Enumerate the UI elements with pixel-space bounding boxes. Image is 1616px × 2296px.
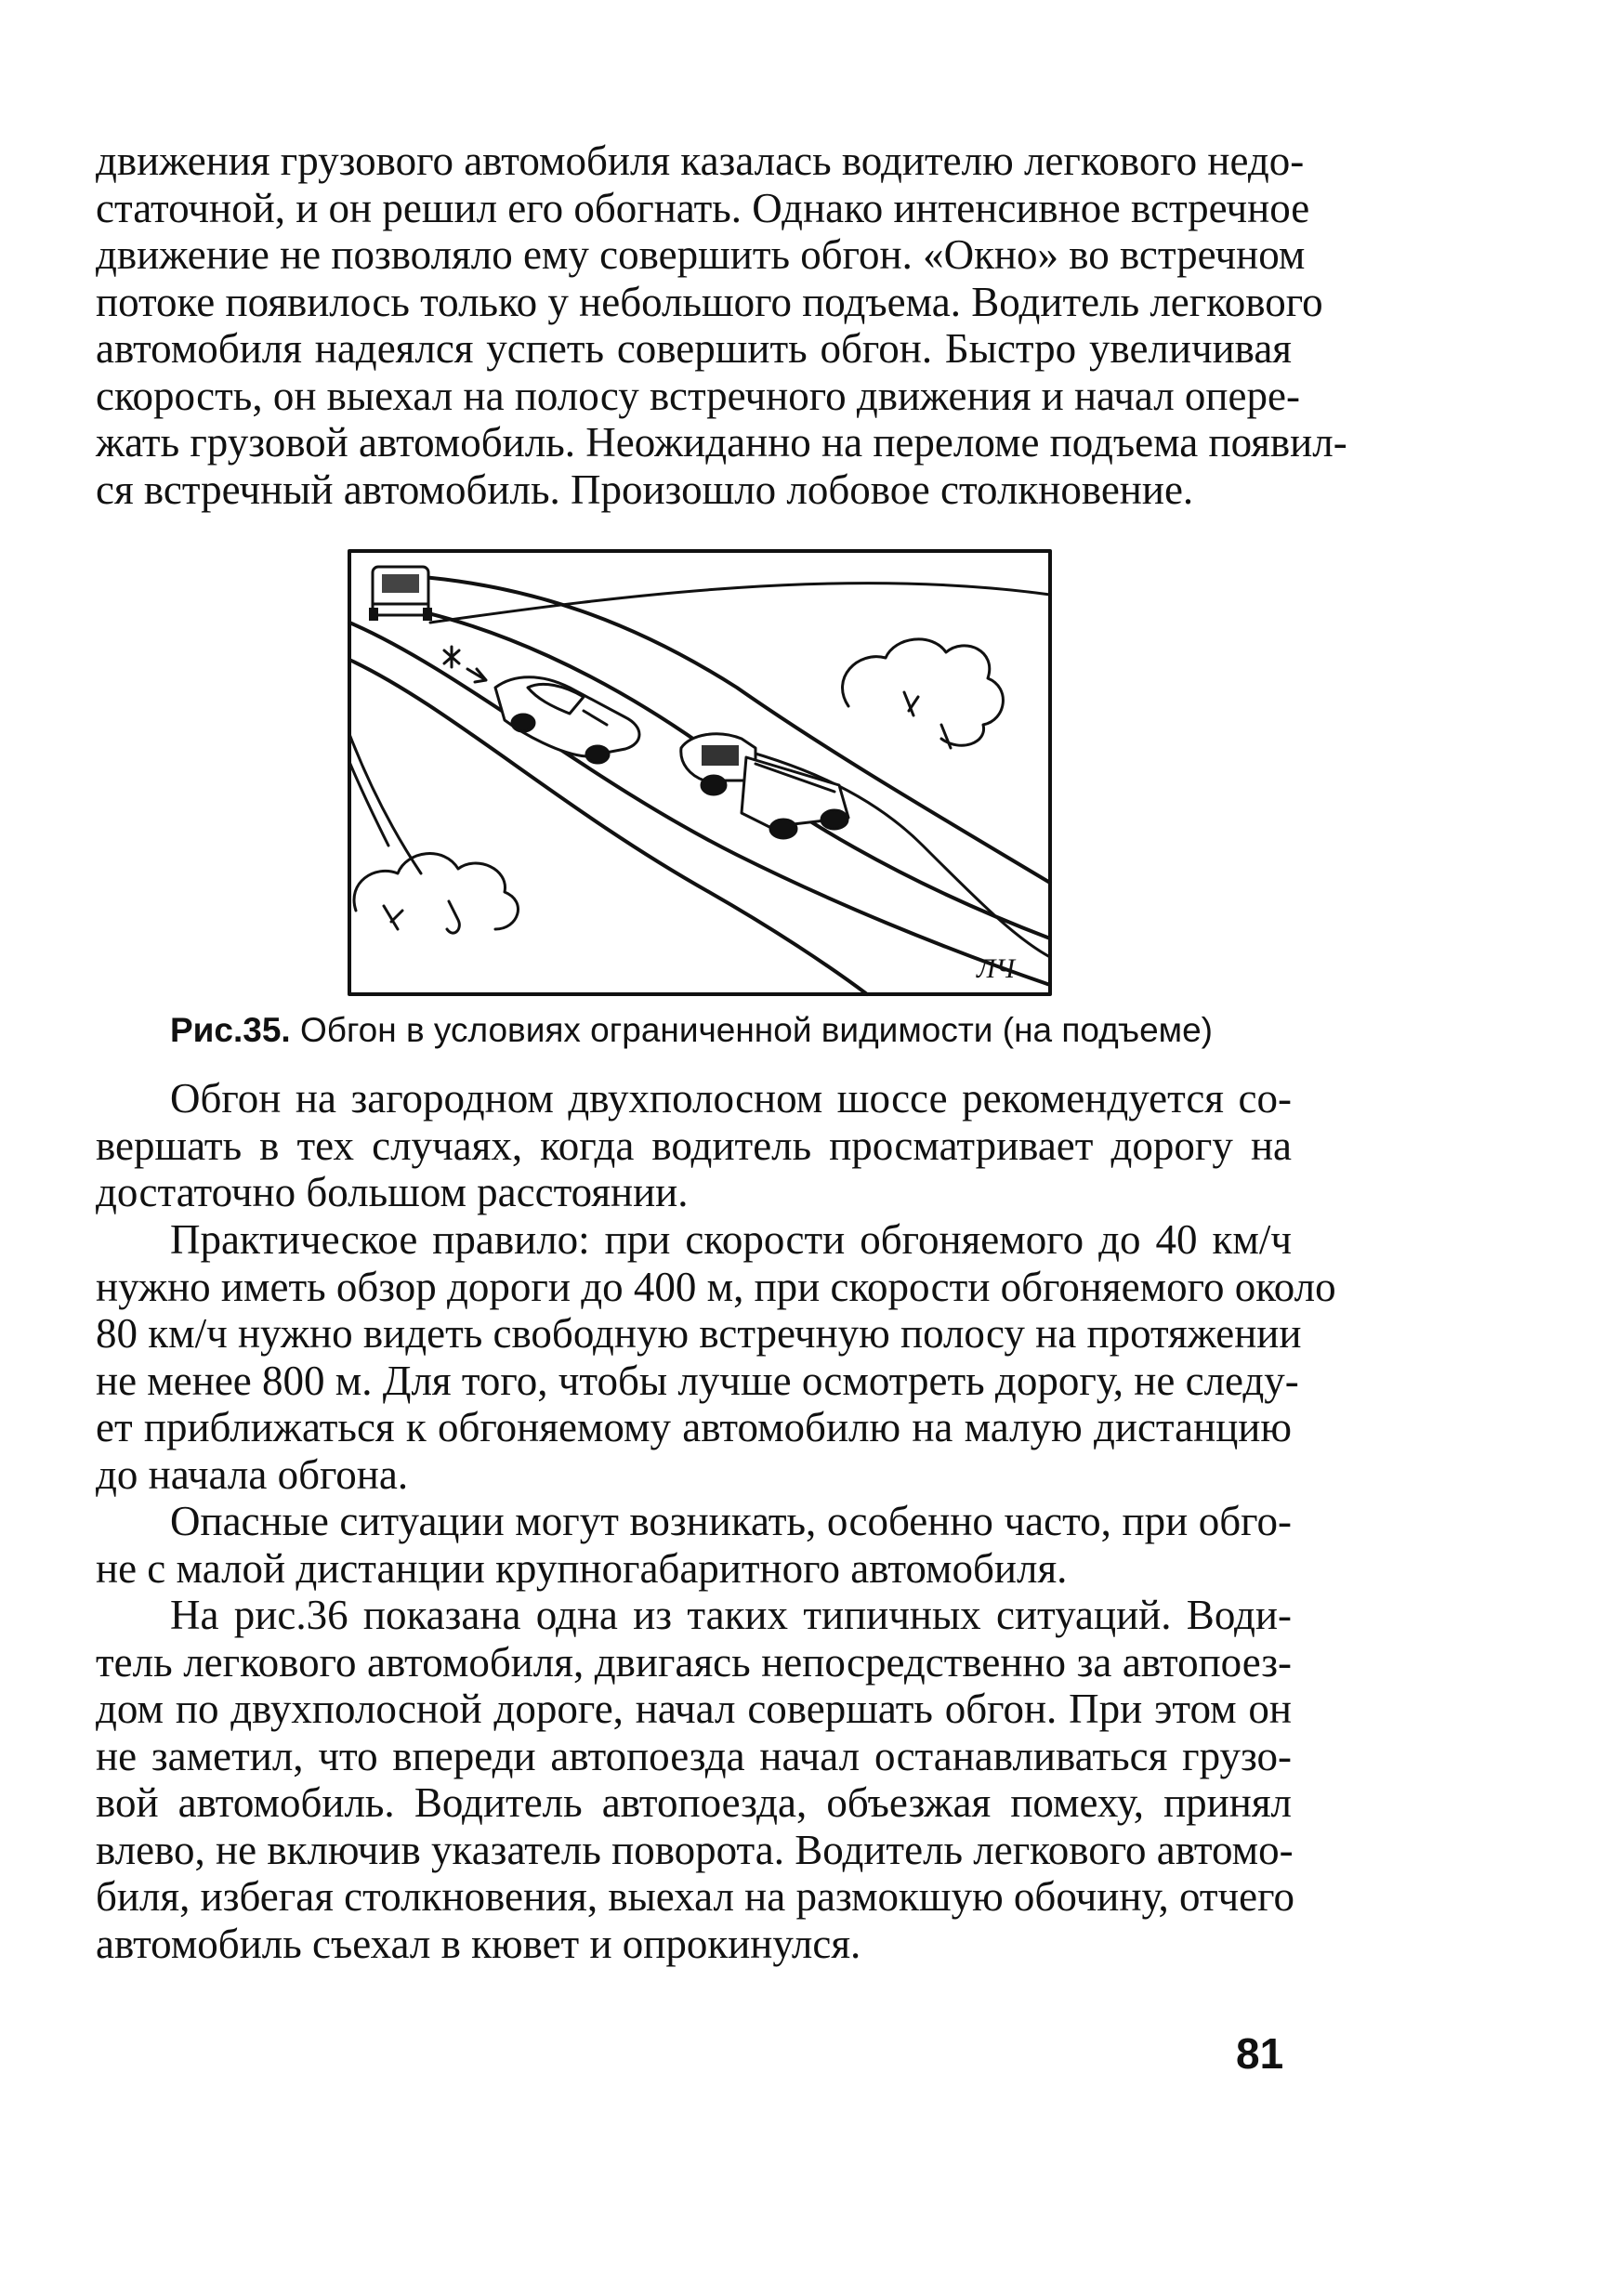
tree-right (843, 639, 1004, 748)
figure-caption (170, 1010, 1213, 1051)
illustrator-signature: ЛЧ (977, 953, 1015, 984)
hillside-line (349, 734, 421, 873)
text-line: движения грузового автомобиля казалась водителю легкового недо- (96, 138, 1305, 184)
paragraph-1 (96, 138, 1347, 513)
text-line: нужно иметь обзор дороги до 400 м, при скорости обгоняемого около (96, 1263, 1336, 1310)
text-line: не менее 800 м. Для того, чтобы лучше осмотреть дорогу, не следу- (96, 1357, 1299, 1404)
paragraph-2 (96, 1075, 1292, 1216)
figure-35-illustration (347, 548, 1053, 997)
bush-left (354, 854, 518, 934)
hillside-line (349, 762, 388, 846)
text-line: Обгон на загородном двухполосном шоссе рекомендуется со- (170, 1075, 1292, 1122)
truck (681, 734, 848, 838)
text-line: Практическое правило: при скорости обгоняемого до 40 км/ч (170, 1216, 1292, 1263)
text-line: вершать в тех случаях, когда водитель просматривает дорогу на (96, 1122, 1292, 1169)
text-line: влево, не включив указатель поворота. Водитель легкового автомо- (96, 1826, 1294, 1873)
text-line: автомобиля надеялся успеть совершить обгон. Быстро увеличивая (96, 325, 1292, 372)
motion-arrow-icon (467, 669, 486, 682)
text-line: 80 км/ч нужно видеть свободную встречную полосу на протяжении (96, 1310, 1302, 1357)
text-line: ся встречный автомобиль. Произошло лобовое столкновение. (96, 466, 1194, 513)
text-line: потоке появилось только у небольшого подъема. Водитель легкового (96, 278, 1323, 325)
text-line: тель легкового автомобиля, двигаясь непосредственно за автопоез- (96, 1638, 1292, 1686)
text-line: вой автомобиль. Водитель автопоезда, объезжая помеху, принял (96, 1779, 1292, 1826)
text-line: ет приближаться к обгоняемому автомобилю на малую дистанцию (96, 1404, 1292, 1450)
hillside-line (430, 584, 1050, 623)
paragraph-3 (96, 1216, 1336, 1498)
text-line: статочной, и он решил его обогнать. Однако интенсивное встречное (96, 184, 1310, 231)
text-line: не заметил, что впереди автопоезда начал останавливаться грузо- (96, 1732, 1292, 1779)
caption-text: Обгон в условиях ограниченной видимости (на подъеме) (290, 1011, 1213, 1049)
text-line: На рис.36 показана одна из таких типичных ситуаций. Води- (170, 1592, 1292, 1638)
oncoming-car (369, 567, 432, 621)
text-line: движение не позволяло ему совершить обгон. «Окно» во встречном (96, 231, 1306, 278)
text-line: скорость, он выехал на полосу встречного движения и начал опере- (96, 372, 1300, 419)
text-line: автомобиль съехал в кювет и опрокинулся. (96, 1920, 861, 1967)
page-number: 81 (1236, 2029, 1284, 2078)
collision-star-icon (444, 647, 459, 667)
text-line: жать грузовой автомобиль. Неожиданно на переломе подъема появил- (96, 419, 1347, 466)
text-line: не с малой дистанции крупногабаритного автомобиля. (96, 1544, 1068, 1592)
text-line: дом по двухполосной дороге, начал совершать обгон. При этом он (96, 1686, 1292, 1732)
text-line: достаточно большом расстоянии. (96, 1169, 689, 1215)
paragraph-4 (96, 1498, 1292, 1592)
text-line: биля, избегая столкновения, выехал на размокшую обочину, отчего (96, 1873, 1294, 1920)
text-line: Опасные ситуации могут возникать, особенно часто, при обго- (170, 1498, 1292, 1544)
caption-label: Рис.35. (170, 1011, 291, 1049)
text-line: до начала обгона. (96, 1450, 409, 1498)
paragraph-5 (96, 1592, 1292, 1967)
